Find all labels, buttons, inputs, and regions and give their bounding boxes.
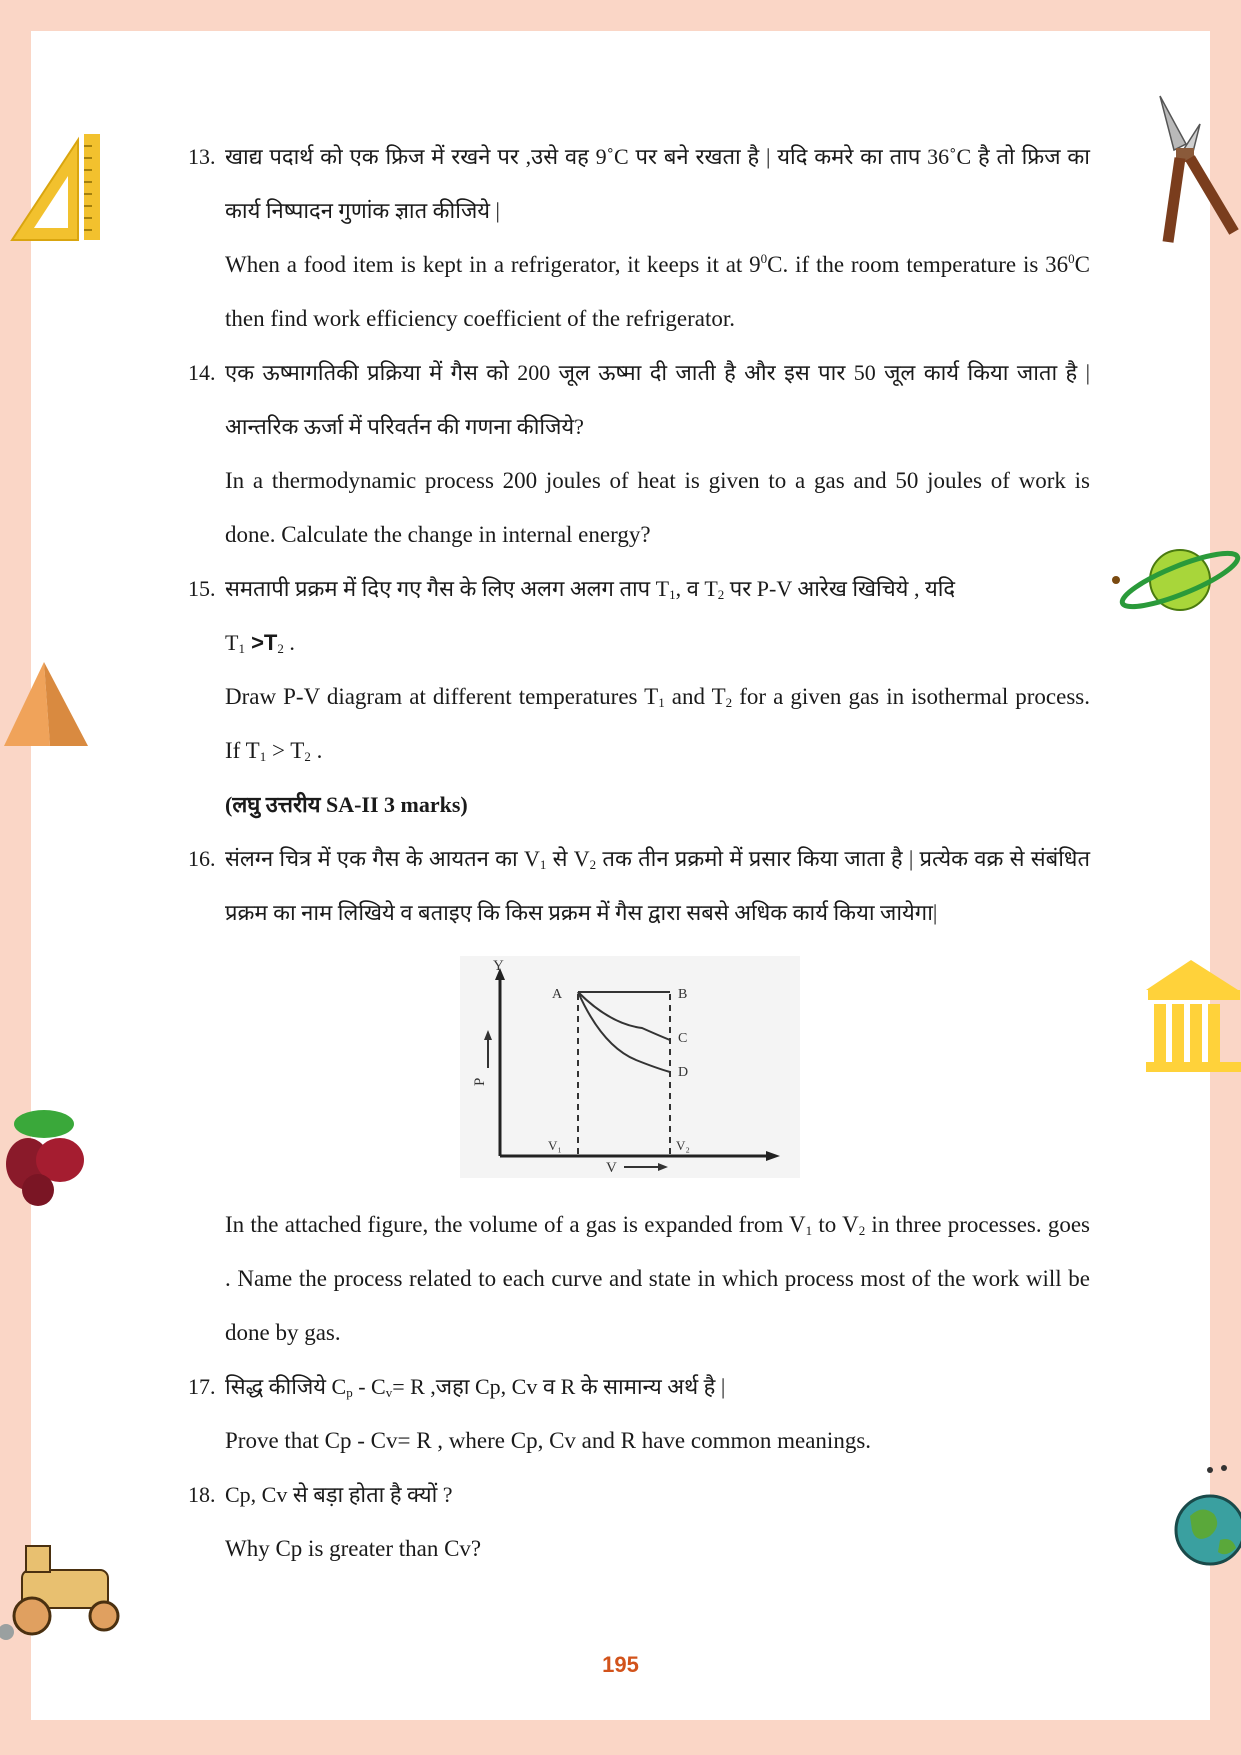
question-hindi: एक ऊष्मागतिकी प्रक्रिया में गैस को 200 जूल ऊष्मा दी जाती है और इस पार 50 जूल कार्य किया जाता है | आन्तरिक ऊर्जा में परिवर्तन की गणना कीजिये? (225, 360, 1090, 439)
question-english: Prove that Cp - Cv= R , where Cp, Cv and R have common meanings. (225, 1428, 872, 1453)
vintage-car-icon (0, 1536, 128, 1646)
question-english: In the attached figure, the volume of a gas is expanded from $V_1$ to $V_2$ in three processes. goes . Name the process related to each curve and state in which process most of the work will be done by gas. (225, 1212, 1090, 1345)
p-axis-label: P (472, 1077, 488, 1086)
v1-label: V₁ (548, 1138, 562, 1153)
point-c-label: C (678, 1031, 688, 1046)
question-hindi: खाद्य पदार्थ को एक फ्रिज में रखने पर ,उसे वह 9˚C पर बने रखता है | यदि कमरे का ताप 36˚C है तो फ्रिज का कार्य निष्पादन गुणांक ज्ञात कीजिये | (225, 144, 1090, 223)
planet-icon (1110, 540, 1241, 620)
point-d-label: D (678, 1065, 689, 1080)
question-hindi: Cp, Cv से बड़ा होता है क्यों ? (225, 1482, 453, 1507)
question-number: 14. (188, 360, 216, 385)
set-square-ruler-icon (8, 132, 104, 242)
y-axis-label: Y (493, 958, 504, 974)
question-15 (188, 562, 1090, 778)
point-a-label: A (552, 987, 563, 1002)
question-english: Why Cp is greater than Cv? (225, 1536, 482, 1561)
pv-diagram-figure (460, 956, 800, 1178)
question-number: 17. (188, 1374, 216, 1399)
question-number: 16. (188, 846, 216, 871)
v-axis-label: V (606, 1160, 617, 1176)
question-english: In a thermodynamic process 200 joules of heat is given to a gas and 50 joules of work is done. Calculate the change in internal energy? (225, 468, 1090, 547)
question-number: 13. (188, 144, 216, 169)
question-14 (188, 346, 1090, 562)
pruning-shears-icon (1152, 92, 1241, 244)
question-16 (188, 832, 1090, 1360)
question-hindi: सिद्ध कीजिये $C_p - C_v= R$ ,जहा Cp, Cv व R के सामान्य अर्थ है | (225, 1374, 726, 1400)
globe-icon (1170, 1464, 1241, 1572)
question-13 (188, 130, 1090, 346)
page-number: 195 (602, 1652, 639, 1677)
pyramid-icon (2, 660, 90, 748)
red-beans-icon (4, 1102, 90, 1208)
question-hindi: समतापी प्रक्रम में दिए गए गैस के लिए अलग अलग ताप $T_1$, व $T_2$ पर P-V आरेख खिचिये , यदि (225, 576, 956, 602)
question-english: When a food item is kept in a refrigerator, it keeps it at $9^0C$. if the room temperature is $36^0C$ then find work efficiency coefficient of the refrigerator. (225, 251, 1091, 331)
question-number: 18. (188, 1482, 216, 1507)
v2-label: V₂ (676, 1138, 690, 1153)
question-18 (188, 1468, 1090, 1576)
question-hindi: संलग्न चित्र में एक गैस के आयतन का $V_1$ से $V_2$ तक तीन प्रक्रमो में प्रसार किया जाता है | प्रत्येक वक्र से संबंधित प्रक्रम का नाम लिखिये व बताइए कि किस प्रक्रम में गैस द्वारा सबसे अधिक कार्य किया जायेगा| (225, 846, 1091, 925)
point-b-label: B (678, 987, 688, 1002)
section-heading: (लघु उत्तरीय SA-II 3 marks) (225, 792, 468, 817)
question-hindi-condition: $T_1 >T_2$ . (225, 630, 295, 656)
question-english: Draw P-V diagram at different temperatures $T_1$ and $T_2$ for a given gas in isothermal process. If $T_1 > T_2$ . (225, 684, 1091, 764)
question-number: 15. (188, 576, 216, 601)
question-list (188, 130, 1090, 1576)
question-17 (188, 1360, 1090, 1468)
temple-pillars-icon (1142, 956, 1241, 1074)
